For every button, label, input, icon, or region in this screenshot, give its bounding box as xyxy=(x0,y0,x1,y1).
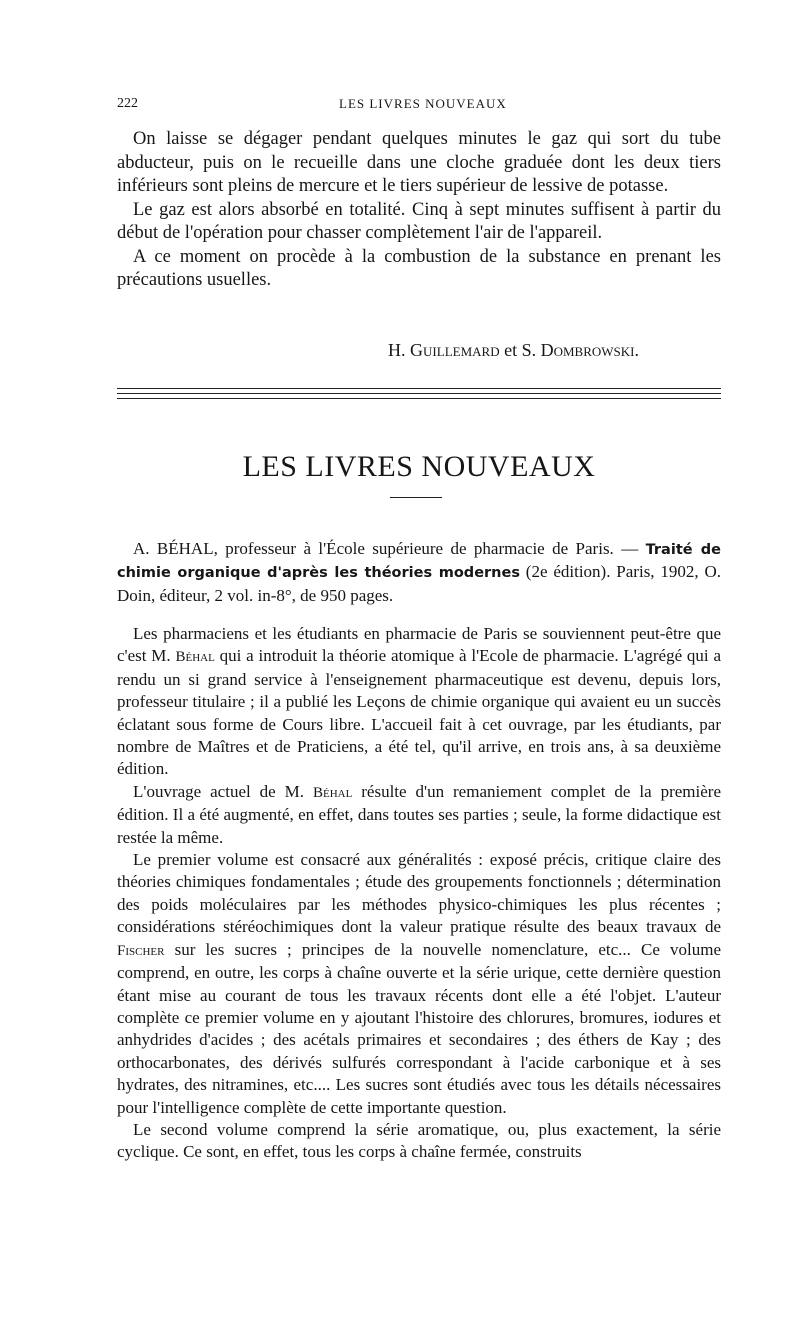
signature-author-2: S. Dombrowski. xyxy=(521,340,639,360)
title-underline xyxy=(390,497,442,498)
review-paragraph xyxy=(117,623,721,781)
text-run: qui a introduit la théorie atomique à l'Ecole de pharmacie. L'agrégé qui a rendu un si grand service à l'enseignement pharmaceutique est devenu, depuis lors, professeur titulaire ; il a publié les Leçons de chimie organique qui avaient eu un succès éclatant sous forme de Cours libre. L'accueil fait à cet ouvrage, par les étudiants, par nombre de Maîtres et de Praticiens, a été tel, qu'il arrive, en trois ans, à sa deuxième édition. xyxy=(117,646,721,779)
review-paragraph xyxy=(117,781,721,849)
top-article-paragraph: A ce moment on procède à la combustion de la substance en prenant les précautions usuelles. xyxy=(117,246,721,290)
top-article xyxy=(117,128,721,293)
top-article-paragraph: Le gaz est alors absorbé en totalité. Cinq à sept minutes suffisent à partir du début de l'opération pour chasser complètement l'air de l'appareil. xyxy=(117,199,721,243)
person-name: Béhal xyxy=(312,784,353,801)
review-citation xyxy=(117,538,721,607)
review-book-details: (2e édition). Paris, 1902, O. Doin, éditeur, 2 vol. in-8°, de 950 pages. xyxy=(117,562,722,605)
person-name: Fischer xyxy=(117,942,165,959)
running-head xyxy=(117,96,721,120)
divider-line xyxy=(117,393,721,394)
top-article-paragraph: On laisse se dégager pendant quelques minutes le gaz qui sort du tube abducteur, puis on le recueille dans une cloche graduée dont les deux tiers inférieurs sont pleins de mercure et le tiers supérieur de lessive de potasse. xyxy=(117,129,721,196)
review-paragraph xyxy=(117,849,721,1119)
review-body xyxy=(117,623,721,1164)
running-title: LES LIVRES NOUVEAUX xyxy=(339,96,507,111)
review-author-role: professeur à l'École supérieure de pharmacie de Paris. — xyxy=(217,539,646,558)
review-book-title: Traité de chimie organique d'après les théories modernes xyxy=(117,542,721,582)
page-number: 222 xyxy=(117,96,138,111)
text-run: résulte d'un remaniement complet de la première édition. Il a été augmenté, en effet, dans toutes ses parties ; seule, la forme didactique est restée la même. xyxy=(117,781,721,847)
divider-line xyxy=(117,388,721,389)
text-run: sur les sucres ; principes de la nouvelle nomenclature, etc... Ce volume comprend, en outre, les corps à chaîne ouverte et la série urique, cette dernière question étant mise au courant de tous les travaux récents dont elle a été l'objet. L'auteur complète ce premier volume en y ajoutant l'histoire des chlorures, bromures, iodures et anhydrides d'acides ; des acétals primaires et secondaires ; des éthers de Kay ; des orthocarbonates, des dérivés sulfurés correspondant à l'acide carbonique et à ses hydrates, des nitramines, etc.... Les sucres sont étudiés avec tous les détails nécessaires pour l'intelligence complète de cette importante question. xyxy=(117,939,721,1117)
section-title: LES LIVRES NOUVEAUX xyxy=(242,450,596,483)
article-signature xyxy=(117,340,639,361)
divider-line xyxy=(117,398,721,399)
person-name: Béhal xyxy=(175,649,215,666)
review-author: A. BÉHAL, xyxy=(133,539,218,558)
review-paragraph: Le second volume comprend la série aromatique, ou, plus exactement, la série cyclique. Ce sont, en effet, tous les corps à chaîne fermée, construits xyxy=(117,1119,721,1162)
text-run: Le premier volume est consacré aux généralités : exposé précis, critique claire des théories chimiques fondamentales ; étude des groupements fonctionnels ; détermination des poids moléculaires par les méthodes physico-chimiques les plus récentes ; considérations stéréochimiques dont la valeur pratique résulte des beaux travaux de xyxy=(117,850,721,937)
section-divider xyxy=(117,387,721,401)
signature-author-1: H. Guillemard xyxy=(388,340,500,360)
review-entry xyxy=(117,538,721,607)
text-run: Les pharmaciens et les étudiants en pharmacie de Paris se souviennent peut-être que c'est M. xyxy=(117,624,721,666)
signature-conjunction: et xyxy=(499,340,522,360)
text-run: L'ouvrage actuel de M. xyxy=(133,781,313,801)
